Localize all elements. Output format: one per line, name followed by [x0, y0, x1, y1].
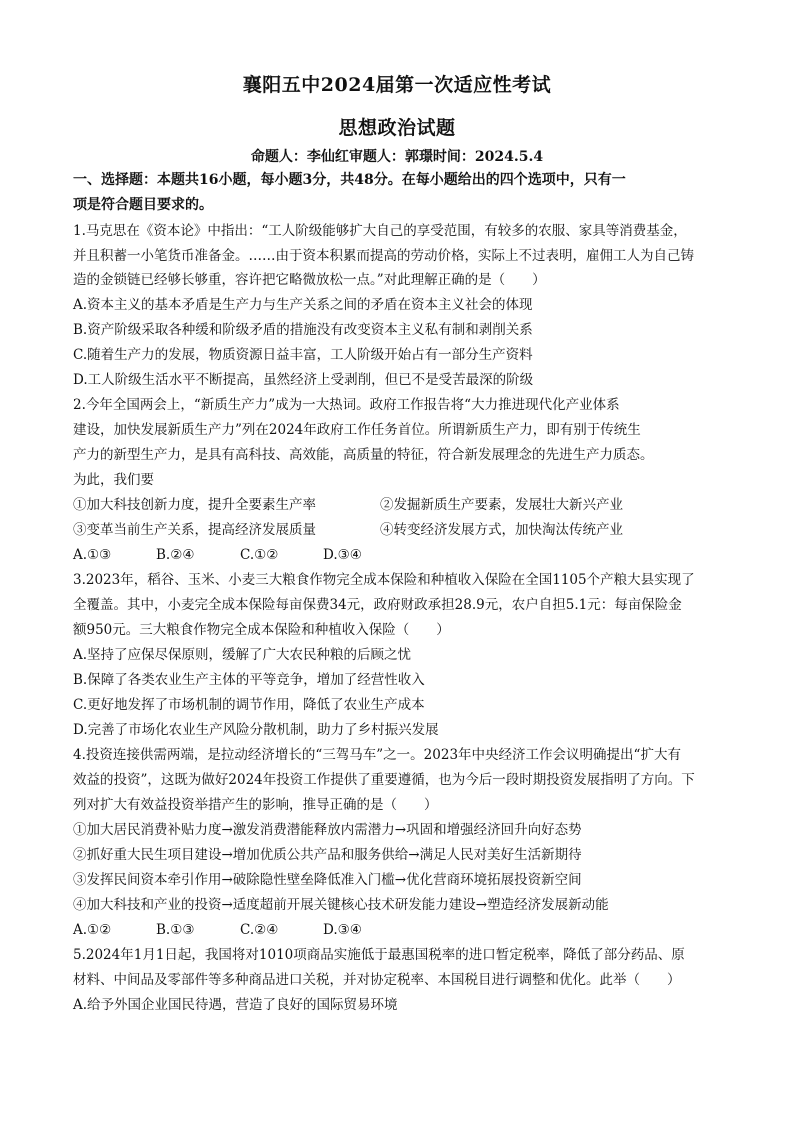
q5-stem-line2: 材料、中间品及零部件等多种商品进口关税，并对协定税率、本国税目进行调整和优化。此举（ ） [73, 972, 681, 988]
q3-option-b: B.保障了各类农业生产主体的平等竞争，增加了经营性收入 [73, 672, 425, 688]
q1-option-a: A.资本主义的基本矛盾是生产力与生产关系之间的矛盾在资本主义社会的体现 [73, 297, 533, 313]
q3-option-a: A.坚持了应保尽保原则，缓解了广大农民种粮的后顾之忧 [73, 647, 412, 663]
q4-statement-2: ②抓好重大民生项目建设→增加优质公共产品和服务供给→满足人民对美好生活新期待 [73, 847, 582, 863]
q4-option-c: C.②④ [240, 922, 279, 938]
q4-statement-1: ①加大居民消费补贴力度→激发消费潜能释放内需潜力→巩固和增强经济回升向好态势 [73, 822, 582, 838]
section-heading-line2: 项是符合题目要求的。 [73, 197, 213, 213]
q1-option-b: B.资产阶级采取各种缓和阶级矛盾的措施没有改变资本主义私有制和剥削关系 [73, 322, 533, 338]
q2-stem-line1: 2.今年全国两会上，“新质生产力”成为一大热词。政府工作报告将“大力推进现代化产业体系 [73, 397, 620, 413]
q2-statement-4: ④转变经济发展方式，加快淘汰传统产业 [380, 522, 623, 538]
q1-option-d: D.工人阶级生活水平不断提高，虽然经济上受剥削，但已不是受苦最深的阶级 [73, 372, 534, 388]
q4-option-b: B.①③ [156, 922, 195, 938]
exam-subtitle: 思想政治试题 [338, 117, 456, 139]
q4-stem-line1: 4.投资连接供需两端，是拉动经济增长的“三驾马车”之一。2023年中央经济工作会议明确提出“扩大有 [73, 747, 681, 763]
q4-stem-line2: 效益的投资”，这既为做好2024年投资工作提供了重要遵循，也为今后一段时期投资发展指明了方向。下 [73, 772, 695, 788]
q4-option-a: A.①② [73, 922, 112, 938]
exam-title: 襄阳五中2024届第一次适应性考试 [242, 74, 552, 96]
q2-stem-line3: 产力的新型生产力，是具有高科技、高效能，高质量的特征，符合新发展理念的先进生产力质态。 [73, 447, 654, 463]
q1-stem-line1: 1.马克思在《资本论》中指出：“工人阶级能够扩大自己的享受范围，有较多的农服、家具等消费基金， [73, 223, 687, 239]
q2-stem-line2: 建设，加快发展新质生产力”列在2024年政府工作任务首位。所谓新质生产力，即有别于传统生 [73, 422, 641, 438]
q3-option-c: C.更好地发挥了市场机制的调节作用，降低了农业生产成本 [73, 697, 425, 713]
q2-option-c: C.①② [240, 547, 279, 563]
q1-stem-line3: 造的金锁链已经够长够重，容许把它略微放松一点。”对此理解正确的是（ ） [73, 272, 546, 288]
section-heading-line1: 一、选择题：本题共16小题，每小题3分，共48分。在每小题给出的四个选项中，只有一 [73, 172, 626, 188]
q3-stem-line1: 3.2023年，稻谷、玉米、小麦三大粮食作物完全成本保险和种植收入保险在全国1105个产粮大县实现了 [73, 572, 695, 588]
q2-option-b: B.②④ [156, 547, 195, 563]
q1-option-c: C.随着生产力的发展，物质资源日益丰富，工人阶级开始占有一部分生产资料 [73, 347, 533, 363]
exam-meta: 命题人：李仙红审题人：郭璟时间：2024.5.4 [250, 149, 544, 165]
q5-stem-line1: 5.2024年1月1日起，我国将对1010项商品实施低于最惠国税率的进口暂定税率，降低了部分药品、原 [73, 947, 685, 963]
q2-statement-3: ③变革当前生产关系，提高经济发展质量 [73, 522, 316, 538]
q4-option-d: D.③④ [323, 922, 362, 938]
q3-stem-line3: 额950元。三大粮食作物完全成本保险和种植收入保险（ ） [73, 622, 450, 638]
q3-stem-line2: 全覆盖。其中，小麦完全成本保险每亩保费34元，政府财政承担28.9元，农户自担5.1元：每亩保险金 [73, 597, 682, 613]
q2-statement-2: ②发掘新质生产要素，发展壮大新兴产业 [380, 497, 623, 513]
q3-option-d: D.完善了市场化农业生产风险分散机制，助力了乡村振兴发展 [73, 722, 439, 738]
q2-option-d: D.③④ [323, 547, 362, 563]
q2-option-a: A.①③ [73, 547, 112, 563]
q4-statement-3: ③发挥民间资本牵引作用→破除隐性壁垒降低准入门槛→优化营商环境拓展投资新空间 [73, 872, 582, 888]
q5-option-a: A.给予外国企业国民待遇，营造了良好的国际贸易环境 [73, 997, 398, 1013]
q2-stem-line4: 为此，我们要 [73, 472, 154, 488]
q2-statement-1: ①加大科技创新力度，提升全要素生产率 [73, 497, 316, 513]
q1-stem-line2: 并且积蓄一小笔货币准备金。……由于资本积累而提高的劳动价格，实际上不过表明，雇佣工人为自己铸 [73, 248, 694, 264]
q4-stem-line3: 列对扩大有效益投资举措产生的影响，推导正确的是（ ） [73, 797, 438, 813]
q4-statement-4: ④加大科技和产业的投资→适度超前开展关键核心技术研发能力建设→塑造经济发展新动能 [73, 897, 609, 913]
